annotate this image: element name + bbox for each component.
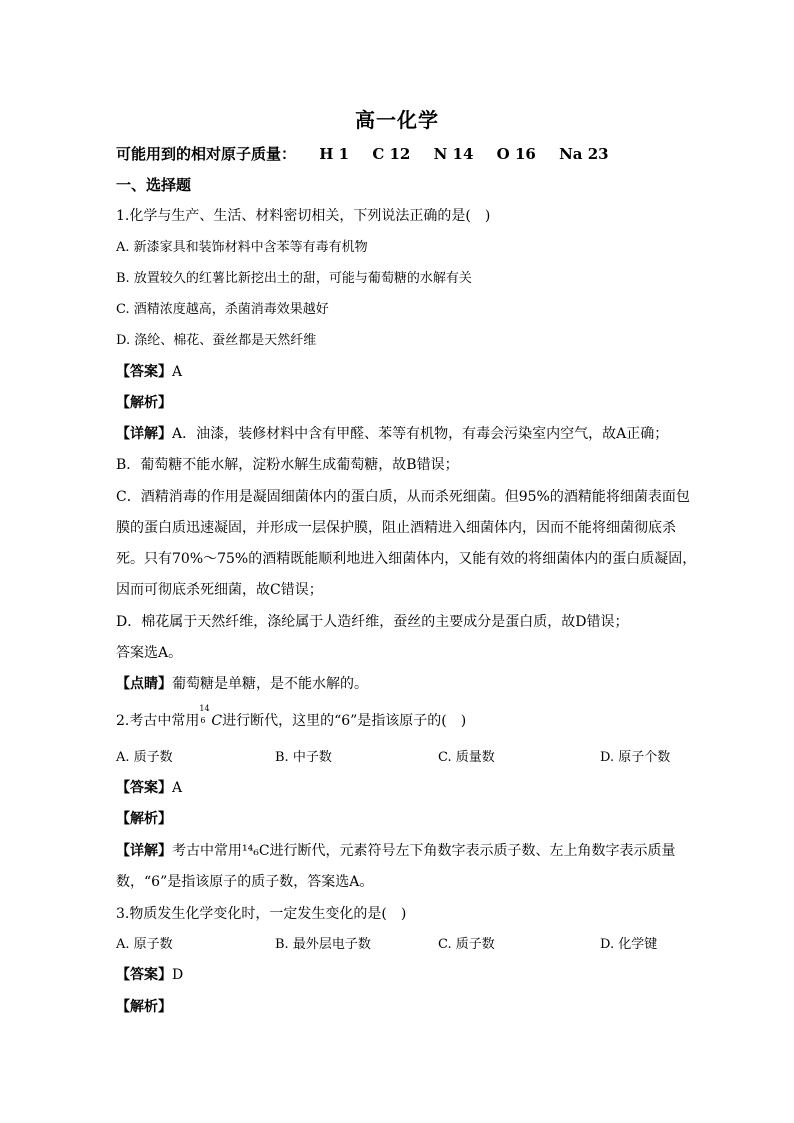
atomic-mass-o: O 16 [496,145,536,163]
q1-detail-c1: C．酒精消毒的作用是凝固细菌体内的蛋白质，从而杀死细菌。但95%的酒精能将细菌表面包 [116,489,690,505]
detail-tag: 【详解】 [116,426,172,442]
detail-text: 考古中常用¹⁴₆C进行断代，元素符号左下角数字表示质子数、左上角数字表示质量 [172,843,676,859]
q1-detail-c4: 因而可彻底杀死细菌，故C错误； [116,582,323,598]
q1-conclusion: 答案选A。 [116,645,183,661]
q2-analysis-tag: 【解析】 [116,811,172,827]
detail-text: A．油漆，装修材料中含有甲醛、苯等有机物，有毒会污染室内空气，故A正确； [172,426,669,442]
atomic-masses-label: 可能用到的相对原子质量： [116,145,297,163]
atomic-masses-line [116,144,609,164]
q1-option-a: A. 新漆家具和装饰材料中含苯等有毒有机物 [116,240,368,255]
q1-option-c: C. 酒精浓度越高，杀菌消毒效果越好 [116,302,329,317]
detail-tag: 【详解】 [116,843,172,859]
tip-tag: 【点睛】 [116,676,172,692]
q1-detail-c2: 膜的蛋白质迅速凝固，并形成一层保护膜，阻止酒精进入细菌体内，因而不能将细菌彻底杀 [116,520,676,536]
q2-option-d: D. 原子个数 [600,750,671,765]
answer-tag: 【答案】 [116,967,172,983]
q1-option-d: D. 涤纶、棉花、蚕丝都是天然纤维 [116,333,317,348]
q3-option-b: B. 最外层电子数 [275,937,371,952]
atomic-mass-na: Na 23 [559,145,609,163]
q2-answer [116,778,182,798]
q3-answer [116,965,183,985]
q3-analysis-tag: 【解析】 [116,999,172,1015]
q1-detail-b: B．葡萄糖不能水解，淀粉水解生成葡萄糖，故B错误； [116,457,459,473]
q3-option-c: C. 质子数 [438,937,495,952]
q2-stem-pre: 2.考古中常用 [116,713,200,729]
isotope-symbol: C [211,713,223,729]
answer-tag: 【答案】 [116,364,172,380]
atomic-mass-c: C 12 [372,145,411,163]
isotope-atomic-number: 6 [200,716,206,725]
q2-detail-1 [116,841,676,861]
atomic-mass-h: H 1 [319,145,350,163]
q1-tip [116,674,368,694]
q2-detail-2: 数，“6”是指该原子的质子数，答案选A。 [116,874,374,890]
answer-value: A [172,780,183,796]
isotope-mass-number: 14 [199,704,210,713]
q2-option-a: A. 质子数 [116,750,173,765]
q3-option-d: D. 化学键 [600,937,658,952]
q3-stem: 3.物质发生化学变化时，一定发生变化的是( ) [116,906,407,922]
answer-value: A [172,364,183,380]
q1-answer [116,362,182,382]
q1-detail-d: D．棉花属于天然纤维，涤纶属于人造纤维，蚕丝的主要成分是蛋白质，故D错误； [116,614,629,630]
q2-option-c: C. 质量数 [438,750,495,765]
q2-option-b: B. 中子数 [275,750,332,765]
q3-option-a: A. 原子数 [116,937,173,952]
q2-stem [116,704,467,731]
answer-value: D [172,967,184,983]
answer-tag: 【答案】 [116,780,172,796]
q2-stem-post: 进行断代，这里的“6”是指该原子的( ) [222,713,467,729]
q1-detail-c3: 死。只有70%～75%的酒精既能顺利地进入细菌体内，又能有效的将细菌体内的蛋白质凝固， [116,551,697,567]
q1-analysis-tag: 【解析】 [116,395,172,411]
isotope-notation [199,704,211,725]
section-heading: 一、选择题 [116,176,192,194]
q1-stem: 1.化学与生产、生活、材料密切相关，下列说法正确的是( ) [116,208,491,224]
q1-detail-a [116,424,668,444]
tip-text: 葡萄糖是单糖，是不能水解的。 [172,676,368,692]
atomic-mass-n: N 14 [433,145,474,163]
q1-option-b: B. 放置较久的红薯比新挖出土的甜，可能与葡萄糖的水解有关 [116,271,472,286]
page-title: 高一化学 [355,108,439,132]
